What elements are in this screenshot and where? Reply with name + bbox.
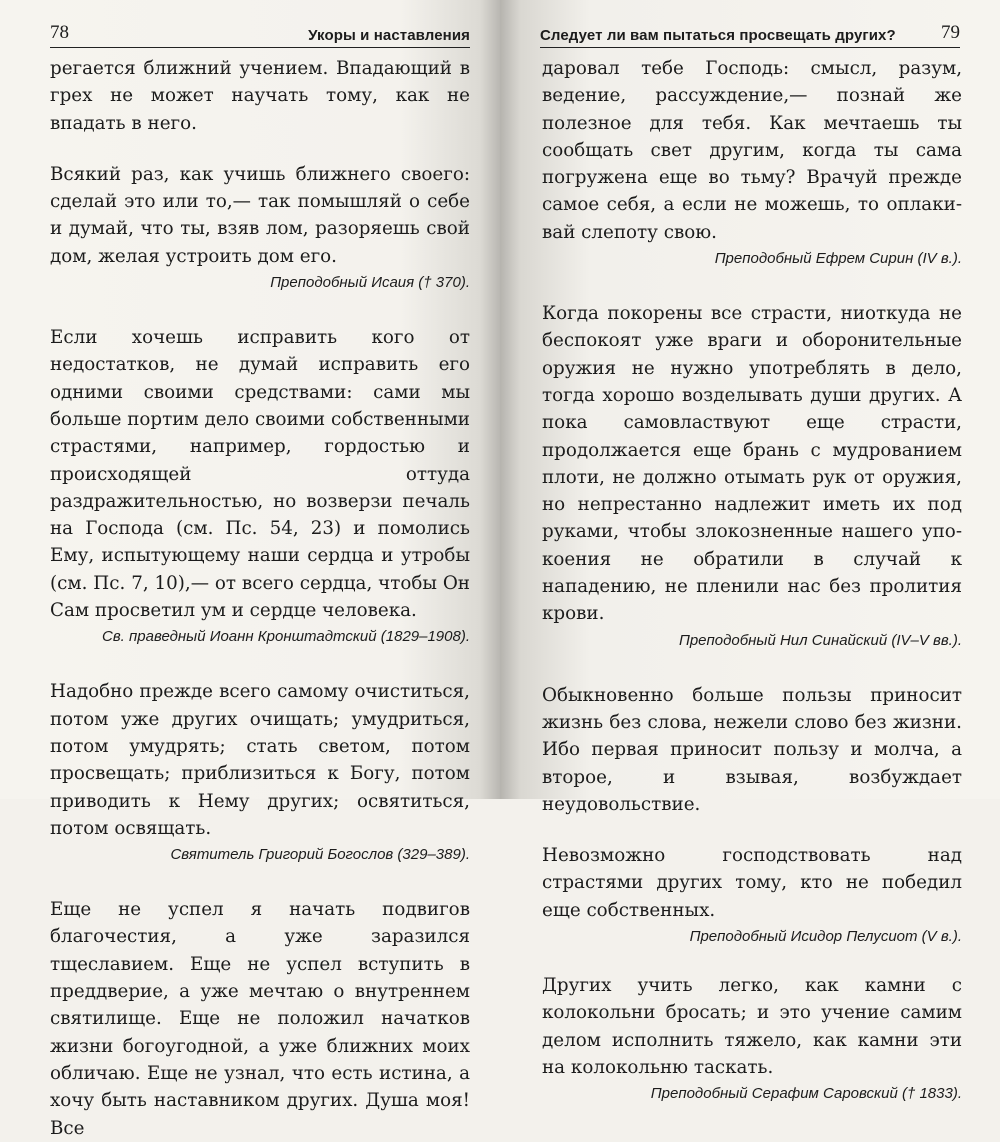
right-running-header — [540, 20, 960, 48]
left-page-number: 78 — [50, 22, 69, 43]
attribution: Преподобный Ефрем Сирин (IV в.). — [714, 250, 962, 268]
left-running-header — [50, 20, 470, 48]
paragraph: Надобно прежде всего самому очиститься, потом уже других очищать; умудриться, потом умудрять; стать светом, потом просвещать; приблизиться к Богу, потом приводить к Нему других; освятиться, потом освящать. — [50, 681, 470, 839]
left-page — [0, 0, 500, 1139]
paragraph: Невозможно господствовать над страстями других тому, кто не победил еще собственных. — [542, 845, 962, 921]
attribution: Преподобный Исидор Пелусиот (V в.). — [689, 928, 962, 946]
right-page — [500, 0, 1000, 1103]
paragraph: Если хочешь исправить кого от недостатков, не думай исправить его одними своими средствами: сами мы больше портим дело своими собственными страстями, например, гордостью и происходящей оттуда раздражительностью, но возверзи печаль на Господа (см. Пс. 54, 23) и помолись Ему, испытующему наши сердца и утробы (см. Пс. 7, 10),— от всего сердца, чтобы Он Сам просветил ум и сердце человека. — [50, 327, 470, 622]
paragraph: Всякий раз, как учишь ближнего своего: сделай это или то,— так помышляй о себе и думай, что ты, взяв лом, разоряешь свой дом, желая устроить дом его. — [50, 163, 470, 267]
attribution: Преподобный Исаия († 370). — [270, 274, 470, 292]
attribution: Преподобный Нил Синайский (IV–V вв.). — [678, 631, 962, 649]
paragraph: Других учить легко, как камни с колокольни бросать; и это учение самим делом исполнить тяжело, как камни эти на колокольню таскать. — [542, 975, 962, 1078]
left-page-body — [50, 55, 470, 1142]
paragraph: Когда покорены все страсти, ниоткуда не беспокоят уже враги и оборонительные оружия не нужно употреблять в дело, тогда хорошо возделывать души других. А пока самовластвуют еще страсти, продолжается еще брань с мудрованием плоти, не должно отымать рук от оружия, но непрестанно надлежит иметь их под руками, чтобы злокозненные нашего упокоения не обратили в случай к нападению, не пленили нас без пролития крови. — [542, 303, 962, 625]
right-page-number: 79 — [941, 22, 960, 43]
right-page-body — [542, 55, 962, 1105]
attribution: Преподобный Серафим Саровский († 1833). — [650, 1085, 962, 1103]
paragraph: регается ближний учением. Впадающий в грех не может научать тому, как не впадать в него. — [50, 58, 470, 134]
attribution: Святитель Григорий Богослов (329–389). — [170, 846, 470, 864]
paragraph: Обыкновенно больше пользы приносит жизнь без слова, нежели слово без жизни. Ибо первая приносит пользу и молча, а второе, и взывая, возбуждает неудовольствие. — [542, 684, 962, 815]
paragraph: даровал тебе Господь: смысл, разум, ведение, рассуждение,— познай же полезное для тебя. Как мечтаешь ты сообщать свет другим, когда ты сама погружена еще во тьму? Врачуй прежде самое себя, а если не можешь, то оплакивай слепоту свою. — [542, 58, 962, 243]
left-running-title: Укоры и наставления — [308, 27, 470, 44]
right-running-title: Следует ли вам пытаться просвещать других? — [540, 27, 896, 44]
attribution: Св. праведный Иоанн Кронштадтский (1829–1908). — [102, 628, 470, 646]
paragraph: Еще не успел я начать подвигов благочестия, а уже заразился тщеславием. Еще не успел вступить в преддверие, а уже мечтаю о внутреннем святилище. Еще не положил начатков жизни богоугодной, а уже ближних моих обличаю. Еще не узнал, что есть истина, а хочу быть наставником других. Душа моя! Все — [50, 899, 470, 1139]
